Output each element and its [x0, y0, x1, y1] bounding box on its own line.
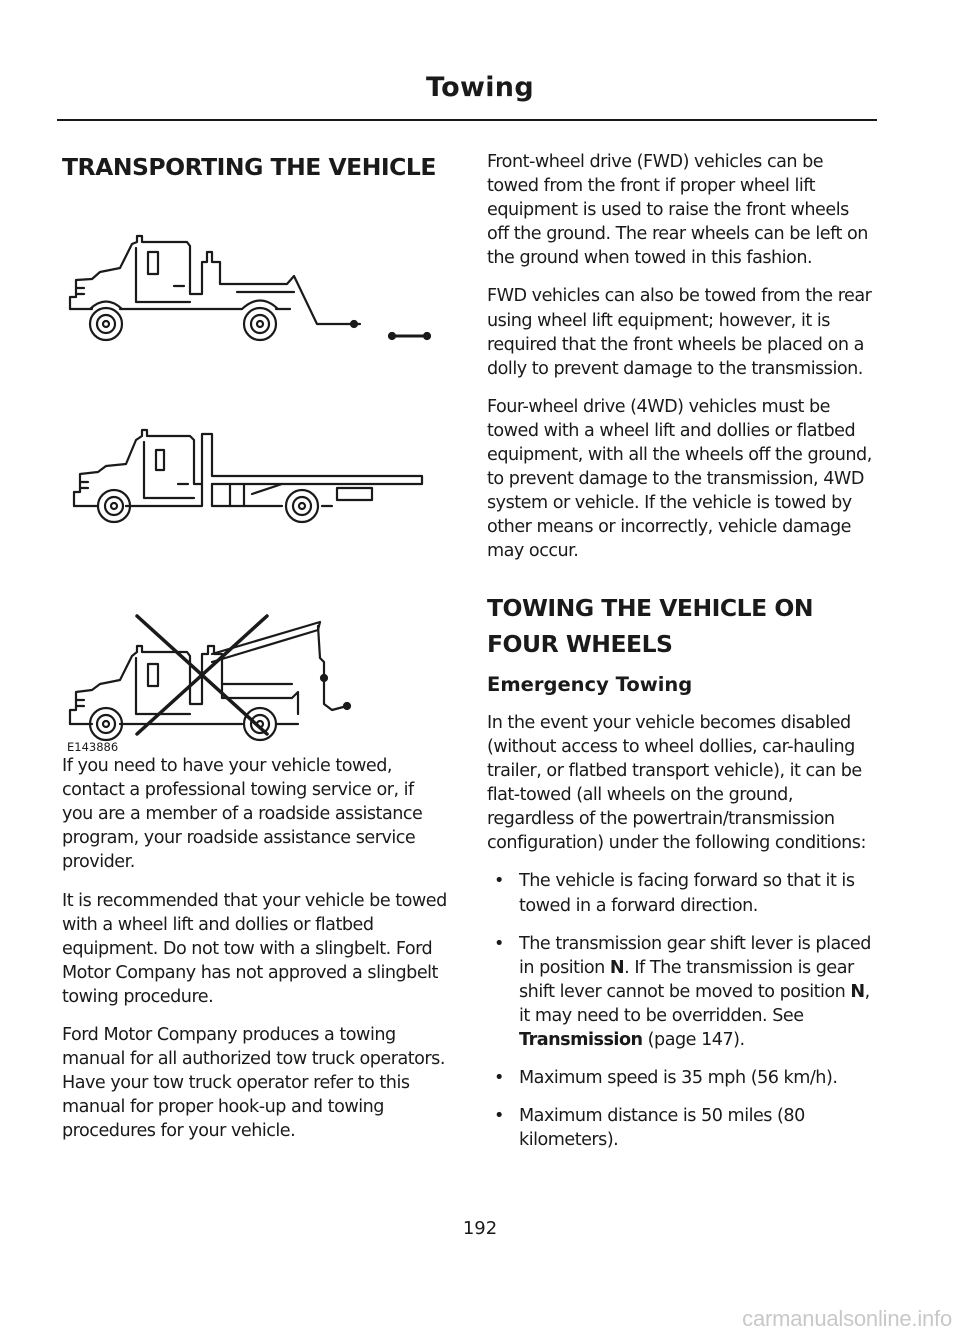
bullet: •	[494, 871, 504, 892]
list-item	[487, 1066, 875, 1090]
list-item	[487, 1104, 875, 1152]
condition-neutral-after: , it may need to be overridden. See	[519, 981, 870, 1026]
page-number: 192	[462, 1218, 498, 1239]
page-reference: (page 147).	[642, 1029, 745, 1050]
figure-id-label: E143886	[67, 740, 119, 755]
gear-n-label: N	[609, 957, 625, 978]
bullet: •	[494, 1106, 504, 1127]
paragraph-fwd-rear-towing: FWD vehicles can also be towed from the rear using wheel lift equipment; however, it is required that the front wheels be placed on a dolly to prevent damage to the transmission.	[487, 286, 872, 379]
wheel-lift-truck-icon	[70, 236, 430, 340]
section-heading-four-wheels	[487, 590, 875, 662]
prohibited-cross-icon	[137, 616, 267, 734]
watermark: carmanualsonline.info	[742, 1306, 952, 1331]
condition-max-speed: Maximum speed is 35 mph (56 km/h).	[519, 1068, 838, 1089]
paragraph-professional-towing: If you need to have your vehicle towed, contact a professional towing service or, if you are a member of a roadside assistance program, your roadside assistance service provider.	[62, 756, 423, 873]
heading-line-1: TOWING THE VEHICLE ON	[487, 593, 813, 622]
gear-n-label: N	[850, 981, 865, 1002]
left-column	[62, 150, 449, 1157]
condition-neutral-before: The transmission gear shift lever is placed in position	[519, 933, 871, 978]
header-rule	[57, 119, 877, 121]
right-column	[487, 150, 875, 1166]
heading-line-2: FOUR WHEELS	[487, 629, 673, 658]
conditions-list	[487, 869, 875, 1152]
list-item	[487, 869, 875, 917]
bullet: •	[494, 1068, 504, 1089]
paragraph-wheel-lift-recommendation: It is recommended that your vehicle be towed with a wheel lift and dollies or flatbed equipment. Do not tow with a slingbelt. Ford Motor Company has not approved a slingbelt towing procedure.	[62, 890, 447, 1007]
section-heading-transporting: TRANSPORTING THE VEHICLE	[62, 153, 436, 181]
transmission-cross-reference-link[interactable]: Transmission	[519, 1029, 643, 1050]
condition-max-distance: Maximum distance is 50 miles (80 kilometers).	[519, 1106, 805, 1151]
paragraph-emergency-intro: In the event your vehicle becomes disabled (without access to wheel dollies, car-hauling trailer, or flatbed transport vehicle), it can be flat-towed (all wheels on the ground, regardless of the powertrain/transmission configuration) under the following conditions:	[487, 712, 866, 854]
list-item	[487, 932, 875, 1052]
bullet: •	[494, 933, 504, 954]
subheading-emergency-towing: Emergency Towing	[487, 672, 693, 696]
condition-neutral-middle: . If The transmission is gear shift lever cannot be moved to position	[519, 957, 854, 1002]
towing-trucks-svg	[62, 184, 452, 754]
paragraph-fwd-front-towing: Front-wheel drive (FWD) vehicles can be towed from the front if proper wheel lift equipment is used to raise the front wheels off the ground. The rear wheels can be left on the ground when towed in this fashion.	[487, 152, 868, 269]
flatbed-truck-icon	[74, 430, 422, 522]
paragraph-towing-manual: Ford Motor Company produces a towing manual for all authorized tow truck operators. Have your tow truck operator refer to this manual for proper hook-up and towing procedures for your vehicle.	[62, 1025, 445, 1142]
paragraph-4wd-towing: Four-wheel drive (4WD) vehicles must be towed with a wheel lift and dollies or flatbed equipment, with all the wheels off the ground, to prevent damage to the transmission, 4WD system or vehicle. If the vehicle is towed by other means or incorrectly, vehicle damage may occur.	[487, 396, 872, 562]
condition-forward: The vehicle is facing forward so that it is towed in a forward direction.	[519, 871, 855, 916]
towing-methods-illustration	[62, 184, 452, 754]
page-header-title: Towing	[426, 72, 534, 103]
